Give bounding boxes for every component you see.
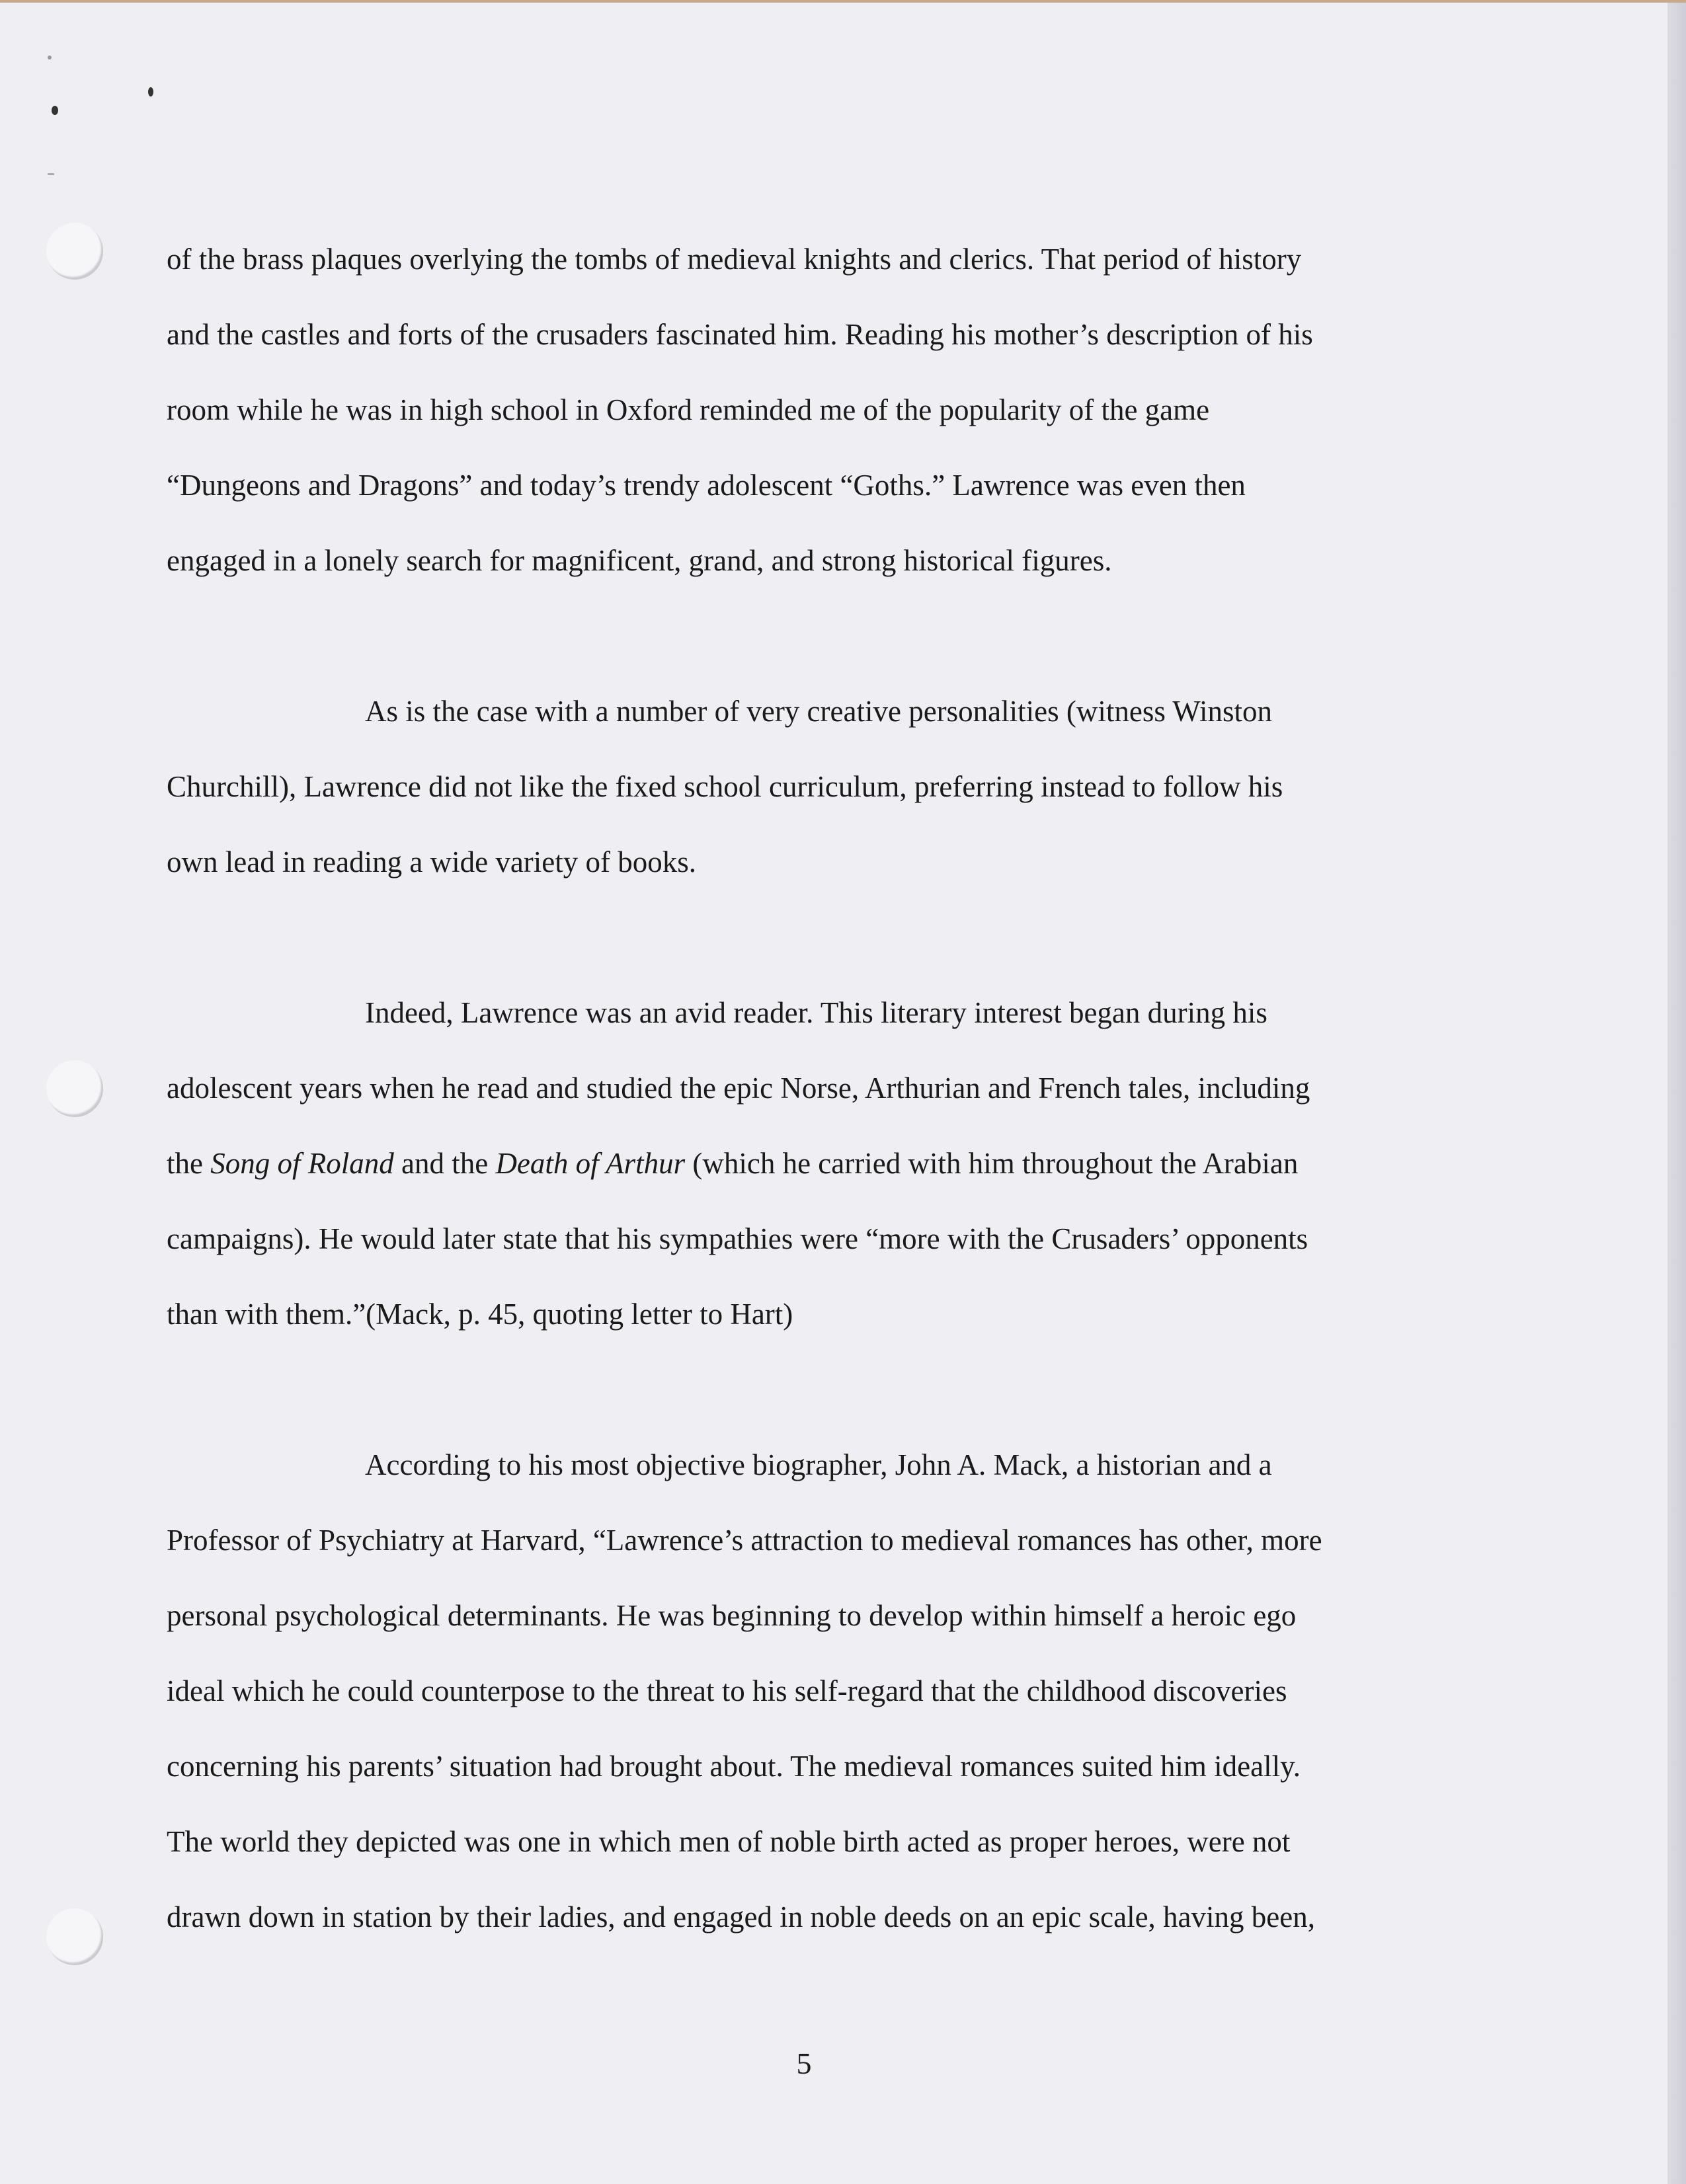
text-line: The world they depicted was one in which men of noble birth acted as proper heroes, were not <box>167 1825 1291 1858</box>
text-line: Churchill), Lawrence did not like the fixed school curriculum, preferring instead to follow his <box>167 770 1283 803</box>
paragraph-3 <box>167 975 1489 1352</box>
text-line: According to his most objective biographer, John A. Mack, a historian and a <box>365 1448 1272 1481</box>
text-line: Indeed, Lawrence was an avid reader. This literary interest began during his <box>365 996 1267 1029</box>
scan-speck <box>48 173 54 175</box>
book-title-death-of-arthur: Death of Arthur <box>495 1147 686 1180</box>
text-line: than with them.”(Mack, p. 45, quoting letter to Hart) <box>167 1298 793 1331</box>
text-line: Professor of Psychiatry at Harvard, “Lawrence’s attraction to medieval romances has other, more <box>167 1524 1322 1557</box>
punch-hole-icon <box>46 1908 103 1965</box>
text-line: room while he was in high school in Oxford reminded me of the popularity of the game <box>167 393 1210 426</box>
text-line: engaged in a lonely search for magnificent, grand, and strong historical figures. <box>167 544 1112 577</box>
text-line-with-titles <box>167 1126 1489 1201</box>
page-number: 5 <box>796 2047 812 2080</box>
text-run: (which he carried with him throughout the Arabian <box>685 1147 1299 1180</box>
text-line: concerning his parents’ situation had brought about. The medieval romances suited him ideally. <box>167 1750 1301 1783</box>
punch-hole-icon <box>46 223 103 280</box>
text-line: campaigns). He would later state that his sympathies were “more with the Crusaders’ opponents <box>167 1222 1308 1255</box>
paragraph-2 <box>167 674 1489 900</box>
text-line: and the castles and forts of the crusaders fascinated him. Reading his mother’s description of his <box>167 318 1313 351</box>
body-text <box>167 221 1489 1955</box>
paragraph-1 <box>167 221 1489 598</box>
book-title-song-of-roland: Song of Roland <box>210 1147 394 1180</box>
text-line: adolescent years when he read and studied the epic Norse, Arthurian and French tales, including <box>167 1072 1310 1105</box>
scan-speck <box>48 56 52 59</box>
paragraph-gap <box>167 900 1489 975</box>
text-run: and the <box>393 1147 496 1180</box>
paragraph-4 <box>167 1427 1489 1955</box>
text-line: drawn down in station by their ladies, and engaged in noble deeds on an epic scale, having been, <box>167 1900 1315 1933</box>
paragraph-gap <box>167 1352 1489 1427</box>
text-line: personal psychological determinants. He was beginning to develop within himself a heroic ego <box>167 1599 1297 1632</box>
paragraph-gap <box>167 598 1489 674</box>
page-top-edge <box>0 0 1686 3</box>
page-edge-shadow <box>1667 0 1686 2184</box>
text-line: “Dungeons and Dragons” and today’s trendy adolescent “Goths.” Lawrence was even then <box>167 469 1246 502</box>
scan-speck <box>148 87 153 97</box>
text-run: the <box>167 1147 211 1180</box>
text-line: ideal which he could counterpose to the threat to his self-regard that the childhood discoveries <box>167 1674 1287 1707</box>
text-line: of the brass plaques overlying the tombs of medieval knights and clerics. That period of history <box>167 243 1302 276</box>
punch-hole-icon <box>46 1060 103 1117</box>
text-line: As is the case with a number of very creative personalities (witness Winston <box>365 695 1272 728</box>
text-line: own lead in reading a wide variety of books. <box>167 845 697 878</box>
scan-speck <box>52 106 58 115</box>
